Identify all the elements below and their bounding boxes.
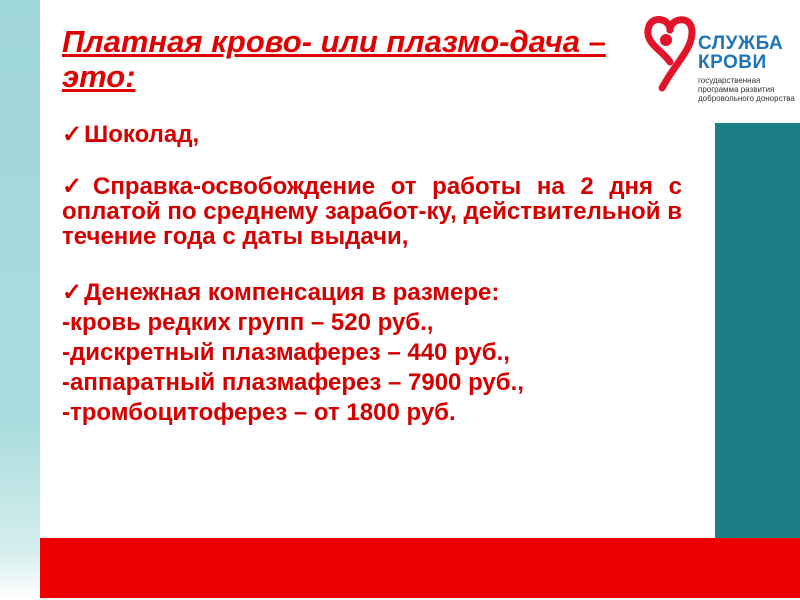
check-icon: ✓ [62, 279, 83, 306]
logo-title: СЛУЖБА КРОВИ [698, 33, 784, 73]
compensation-discrete-plasmapheresis: -дискретный плазмаферез – 440 руб., [62, 339, 510, 366]
benefits-list [62, 122, 682, 428]
check-icon: ✓ [62, 121, 83, 148]
blood-service-logo [630, 0, 800, 110]
benefit-compensation: Денежная компенсация в размере: [84, 279, 500, 306]
compensation-rare-blood: -кровь редких групп – 520 руб., [62, 309, 434, 336]
slide-heading: Платная крово- или плазмо-дача – это: [62, 24, 606, 94]
list-item [62, 174, 682, 249]
list-item [62, 278, 682, 308]
benefit-certificate: Справка-освобождение от работы на 2 дня с оплатой по среднему заработ-ку, действительной в течение года с даты выдачи, [62, 173, 682, 250]
compensation-apheresis-plasmapheresis: -аппаратный плазмаферез – 7900 руб., [62, 369, 524, 396]
list-item [62, 122, 682, 147]
left-decorative-band [0, 0, 40, 600]
right-teal-block [715, 123, 800, 543]
check-icon: ✓ [62, 173, 92, 200]
bottom-red-band [40, 538, 800, 598]
logo-subtitle: государственная программа развития добровольного донорства [698, 76, 795, 103]
benefit-chocolate: Шоколад, [84, 121, 200, 148]
heart-drop-icon [640, 10, 700, 100]
compensation-thrombocytapheresis: -тромбоцитоферез – от 1800 руб. [62, 399, 456, 426]
